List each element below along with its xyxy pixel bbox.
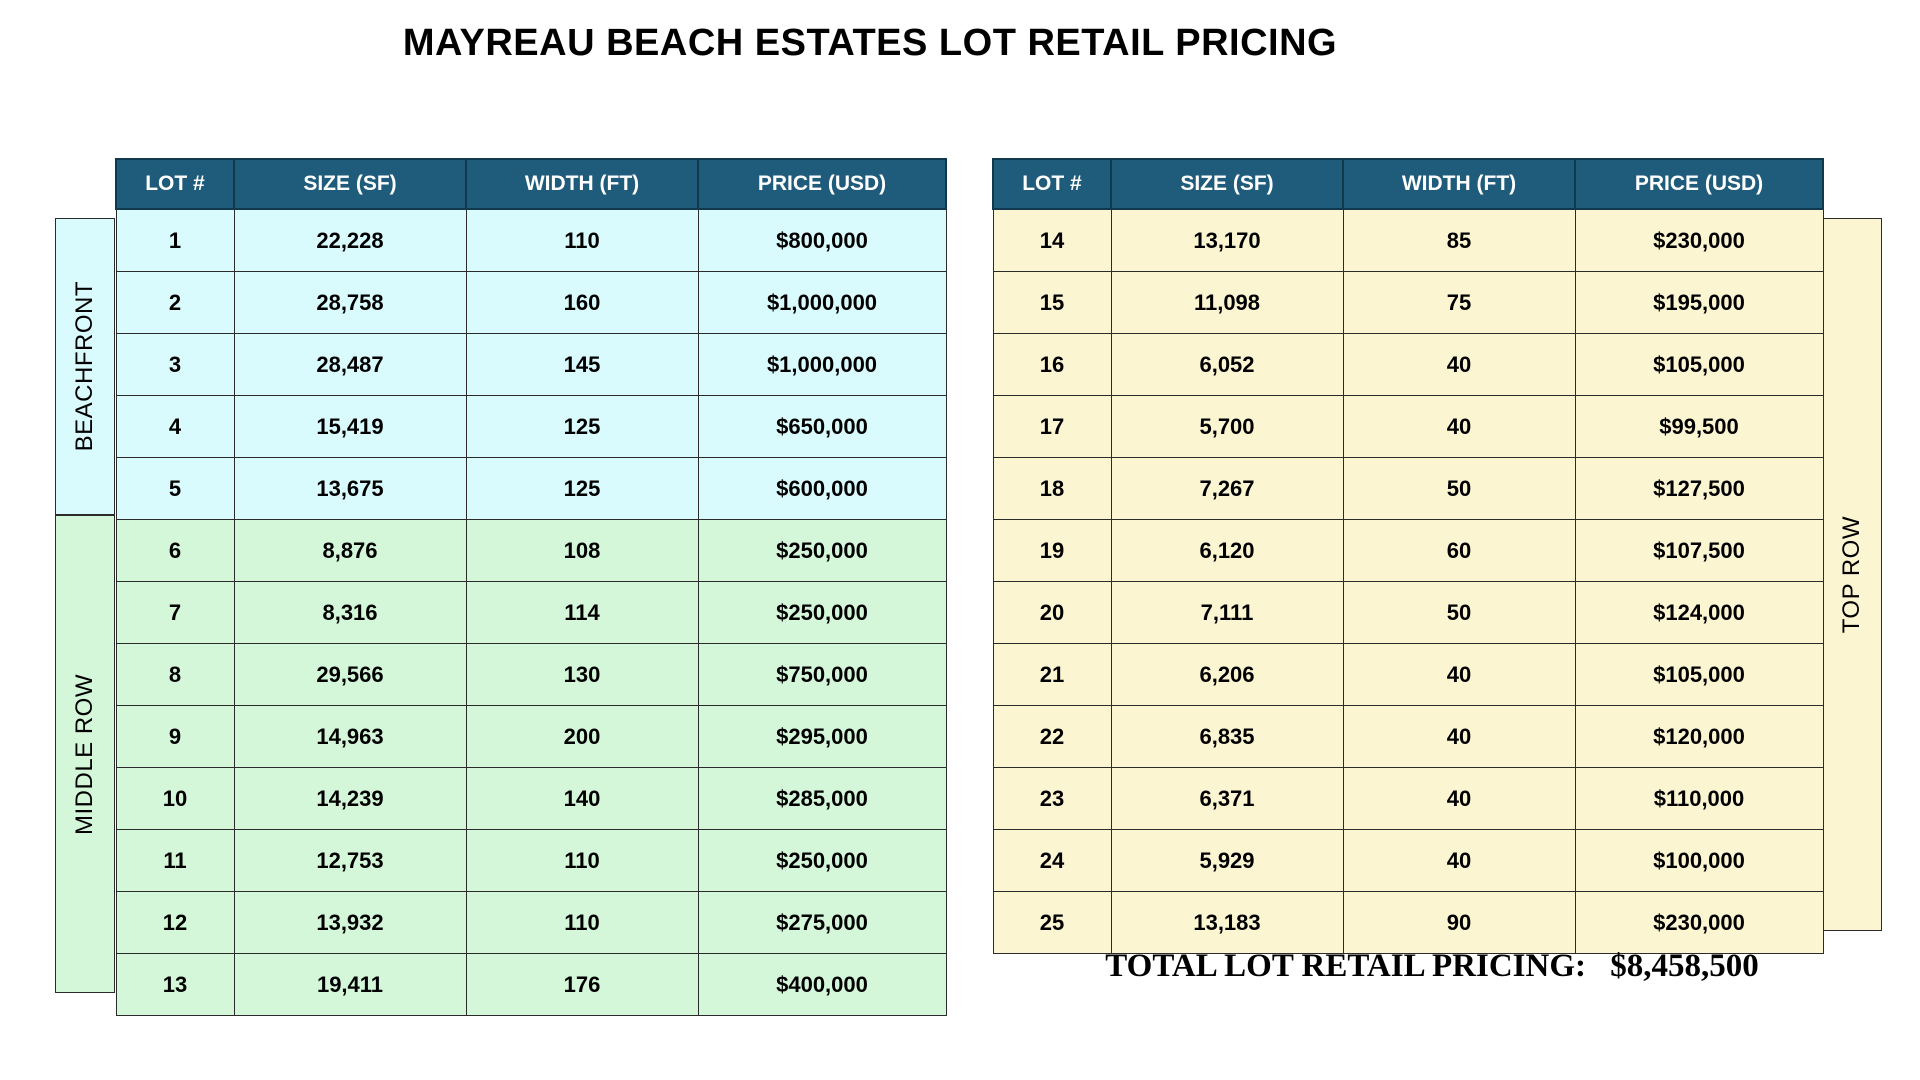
cell-lot-size: 5,929: [1111, 830, 1343, 892]
cell-lot-number: 1: [116, 209, 234, 272]
cell-lot-price: $250,000: [698, 520, 946, 582]
cell-lot-width: 125: [466, 458, 698, 520]
cell-lot-width: 110: [466, 830, 698, 892]
cell-lot-size: 14,963: [234, 706, 466, 768]
cell-lot-number: 5: [116, 458, 234, 520]
table-row: [116, 272, 946, 334]
table-row: [116, 768, 946, 830]
left-lot-table: [115, 158, 947, 1016]
cell-lot-size: 29,566: [234, 644, 466, 706]
cell-lot-price: $1,000,000: [698, 334, 946, 396]
column-header-price: PRICE (USD): [698, 159, 946, 209]
cell-lot-width: 50: [1343, 458, 1575, 520]
total-value: $8,458,500: [1610, 948, 1759, 984]
cell-lot-size: 6,835: [1111, 706, 1343, 768]
cell-lot-number: 9: [116, 706, 234, 768]
cell-lot-size: 6,052: [1111, 334, 1343, 396]
table-row: [993, 644, 1823, 706]
cell-lot-price: $600,000: [698, 458, 946, 520]
cell-lot-width: 176: [466, 954, 698, 1016]
left-lot-table-container: [115, 158, 947, 1016]
table-row: [116, 706, 946, 768]
table-row: [116, 520, 946, 582]
column-header-lot: LOT #: [116, 159, 234, 209]
cell-lot-size: 14,239: [234, 768, 466, 830]
cell-lot-width: 125: [466, 396, 698, 458]
table-row: [116, 458, 946, 520]
cell-lot-width: 40: [1343, 768, 1575, 830]
cell-lot-number: 21: [993, 644, 1111, 706]
cell-lot-size: 13,932: [234, 892, 466, 954]
cell-lot-width: 160: [466, 272, 698, 334]
cell-lot-price: $230,000: [1575, 892, 1823, 954]
table-row: [993, 582, 1823, 644]
cell-lot-size: 15,419: [234, 396, 466, 458]
cell-lot-price: $1,000,000: [698, 272, 946, 334]
cell-lot-size: 6,120: [1111, 520, 1343, 582]
cell-lot-price: $99,500: [1575, 396, 1823, 458]
cell-lot-price: $105,000: [1575, 334, 1823, 396]
table-row: [993, 209, 1823, 272]
cell-lot-size: 13,183: [1111, 892, 1343, 954]
cell-lot-price: $750,000: [698, 644, 946, 706]
cell-lot-number: 25: [993, 892, 1111, 954]
cell-lot-width: 75: [1343, 272, 1575, 334]
cell-lot-width: 145: [466, 334, 698, 396]
cell-lot-number: 18: [993, 458, 1111, 520]
cell-lot-number: 23: [993, 768, 1111, 830]
cell-lot-width: 114: [466, 582, 698, 644]
table-row: [116, 644, 946, 706]
table-row: [116, 396, 946, 458]
cell-lot-number: 14: [993, 209, 1111, 272]
group-label-top-row-text: TOP ROW: [1838, 515, 1865, 634]
cell-lot-price: $250,000: [698, 830, 946, 892]
group-label-top-row: [1822, 218, 1882, 931]
cell-lot-number: 22: [993, 706, 1111, 768]
table-header-row: [993, 159, 1823, 209]
cell-lot-number: 4: [116, 396, 234, 458]
cell-lot-size: 28,487: [234, 334, 466, 396]
cell-lot-number: 13: [116, 954, 234, 1016]
cell-lot-number: 16: [993, 334, 1111, 396]
cell-lot-width: 85: [1343, 209, 1575, 272]
cell-lot-width: 40: [1343, 334, 1575, 396]
table-header-row: [116, 159, 946, 209]
table-row: [993, 830, 1823, 892]
cell-lot-size: 6,371: [1111, 768, 1343, 830]
total-lot-retail-pricing: [992, 948, 1872, 985]
cell-lot-width: 130: [466, 644, 698, 706]
cell-lot-number: 15: [993, 272, 1111, 334]
cell-lot-width: 40: [1343, 830, 1575, 892]
cell-lot-width: 140: [466, 768, 698, 830]
column-header-lot: LOT #: [993, 159, 1111, 209]
table-row: [993, 892, 1823, 954]
table-row: [993, 396, 1823, 458]
cell-lot-price: $127,500: [1575, 458, 1823, 520]
cell-lot-width: 110: [466, 209, 698, 272]
right-lot-table: [992, 158, 1824, 954]
cell-lot-size: 7,111: [1111, 582, 1343, 644]
table-row: [993, 520, 1823, 582]
cell-lot-size: 13,170: [1111, 209, 1343, 272]
cell-lot-number: 11: [116, 830, 234, 892]
cell-lot-number: 12: [116, 892, 234, 954]
cell-lot-price: $105,000: [1575, 644, 1823, 706]
cell-lot-number: 10: [116, 768, 234, 830]
cell-lot-number: 7: [116, 582, 234, 644]
cell-lot-size: 8,316: [234, 582, 466, 644]
cell-lot-width: 108: [466, 520, 698, 582]
cell-lot-price: $230,000: [1575, 209, 1823, 272]
table-row: [116, 334, 946, 396]
cell-lot-width: 110: [466, 892, 698, 954]
table-row: [993, 334, 1823, 396]
cell-lot-width: 50: [1343, 582, 1575, 644]
table-row: [993, 272, 1823, 334]
cell-lot-size: 5,700: [1111, 396, 1343, 458]
cell-lot-size: 11,098: [1111, 272, 1343, 334]
cell-lot-number: 19: [993, 520, 1111, 582]
table-row: [116, 209, 946, 272]
cell-lot-price: $250,000: [698, 582, 946, 644]
cell-lot-price: $285,000: [698, 768, 946, 830]
cell-lot-price: $195,000: [1575, 272, 1823, 334]
table-row: [993, 706, 1823, 768]
cell-lot-price: $120,000: [1575, 706, 1823, 768]
right-lot-table-container: [992, 158, 1824, 954]
cell-lot-size: 22,228: [234, 209, 466, 272]
cell-lot-number: 8: [116, 644, 234, 706]
cell-lot-size: 8,876: [234, 520, 466, 582]
cell-lot-size: 12,753: [234, 830, 466, 892]
cell-lot-size: 28,758: [234, 272, 466, 334]
group-label-beachfront: [55, 218, 115, 515]
cell-lot-width: 40: [1343, 706, 1575, 768]
cell-lot-size: 13,675: [234, 458, 466, 520]
cell-lot-price: $800,000: [698, 209, 946, 272]
cell-lot-width: 90: [1343, 892, 1575, 954]
column-header-width: WIDTH (FT): [466, 159, 698, 209]
cell-lot-price: $650,000: [698, 396, 946, 458]
cell-lot-width: 200: [466, 706, 698, 768]
cell-lot-price: $295,000: [698, 706, 946, 768]
cell-lot-number: 2: [116, 272, 234, 334]
cell-lot-number: 17: [993, 396, 1111, 458]
column-header-price: PRICE (USD): [1575, 159, 1823, 209]
table-row: [116, 954, 946, 1016]
cell-lot-width: 40: [1343, 396, 1575, 458]
cell-lot-price: $124,000: [1575, 582, 1823, 644]
table-row: [116, 830, 946, 892]
page-title: MAYREAU BEACH ESTATES LOT RETAIL PRICING: [402, 22, 1338, 64]
table-row: [993, 768, 1823, 830]
cell-lot-number: 24: [993, 830, 1111, 892]
cell-lot-price: $107,500: [1575, 520, 1823, 582]
cell-lot-number: 20: [993, 582, 1111, 644]
column-header-size: SIZE (SF): [1111, 159, 1343, 209]
cell-lot-price: $400,000: [698, 954, 946, 1016]
total-label: TOTAL LOT RETAIL PRICING:: [1105, 948, 1587, 984]
cell-lot-size: 6,206: [1111, 644, 1343, 706]
column-header-size: SIZE (SF): [234, 159, 466, 209]
cell-lot-price: $275,000: [698, 892, 946, 954]
table-row: [116, 892, 946, 954]
column-header-width: WIDTH (FT): [1343, 159, 1575, 209]
cell-lot-width: 40: [1343, 644, 1575, 706]
group-label-middle-row: [55, 515, 115, 993]
cell-lot-width: 60: [1343, 520, 1575, 582]
group-label-beachfront-text: BEACHFRONT: [71, 281, 98, 452]
group-label-middle-row-text: MIDDLE ROW: [71, 673, 98, 835]
cell-lot-size: 7,267: [1111, 458, 1343, 520]
table-row: [116, 582, 946, 644]
cell-lot-number: 6: [116, 520, 234, 582]
cell-lot-number: 3: [116, 334, 234, 396]
cell-lot-price: $110,000: [1575, 768, 1823, 830]
table-row: [993, 458, 1823, 520]
cell-lot-price: $100,000: [1575, 830, 1823, 892]
cell-lot-size: 19,411: [234, 954, 466, 1016]
